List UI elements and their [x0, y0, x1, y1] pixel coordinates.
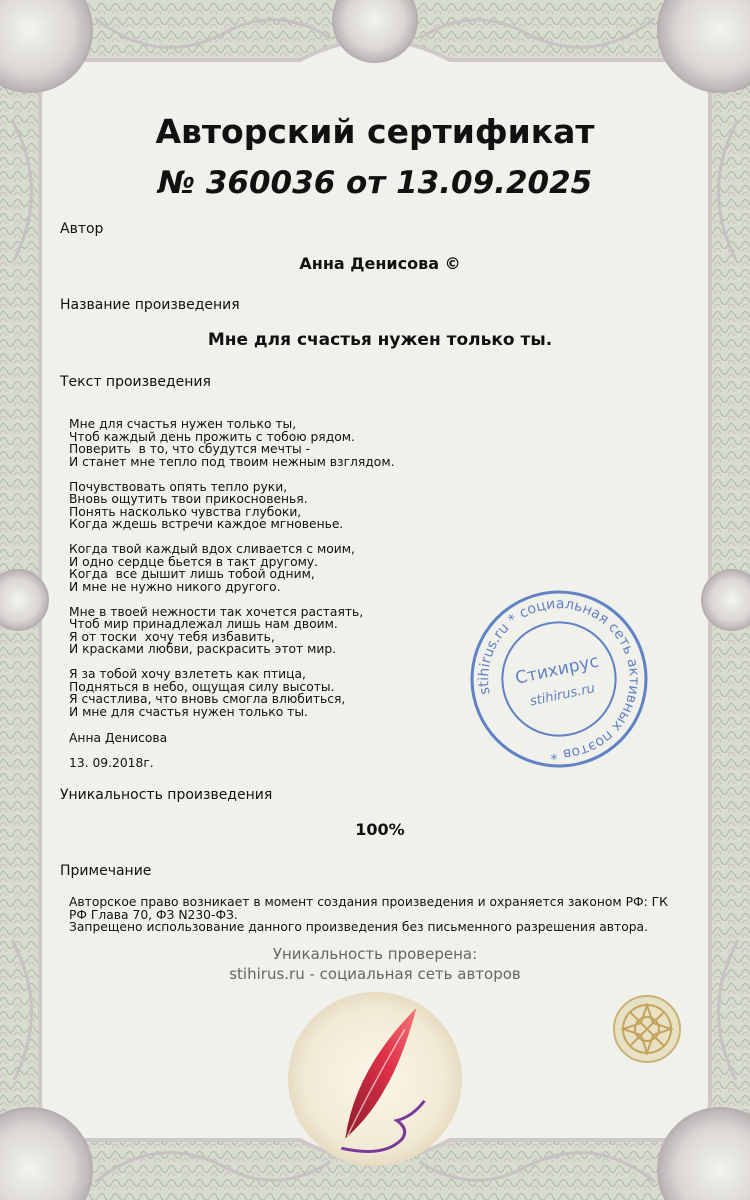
poem-line: Поверить в то, что сбудутся мечты -	[69, 442, 311, 456]
poem-line: Понять насколько чувства глубоки,	[69, 504, 302, 519]
poem-line: Я счастлива, что вновь смогла влюбиться,	[69, 692, 346, 706]
poem-stanza	[69, 606, 489, 656]
work-title-label: Название произведения	[60, 297, 240, 313]
work-title: Мне для счастья нужен только ты.	[207, 330, 553, 350]
note-line: Авторское право возникает в момент создания произведения и охраняется законом РФ: ГК РФ Глава 70, ФЗ N230-ФЗ.	[69, 895, 668, 922]
poem-line: Когда все дышит лишь тобой одним,	[69, 567, 315, 581]
stamp-site: stihirus.ru	[528, 681, 597, 710]
author-label: Автор	[60, 221, 104, 237]
gold-seal-icon	[612, 994, 682, 1064]
poem-line: Я от тоски хочу тебя избавить,	[69, 629, 275, 644]
quill-logo-icon	[286, 990, 464, 1168]
uniqueness-label: Уникальность произведения	[60, 787, 273, 803]
stamp-icon	[468, 588, 650, 770]
poem-line: И мне для счастья нужен только ты.	[69, 704, 308, 719]
stamp-name: Стихирус	[513, 651, 601, 689]
poem-line: И красками любви, раскрасить этот мир.	[69, 642, 337, 656]
poem-line: И станет мне тепло под твоим нежным взглядом.	[69, 454, 395, 469]
poem-stanza	[69, 668, 489, 718]
poem-stanza	[69, 418, 489, 468]
poem-line: И одно сердце бьется в такт другому.	[69, 554, 319, 569]
certificate-title: Авторский сертификат	[155, 112, 595, 151]
poem-line: Почувствовать опять тепло руки,	[69, 479, 288, 494]
certificate-number: № 360036 от 13.09.2025	[157, 165, 593, 201]
poem-line: Чтоб каждый день прожить с тобою рядом.	[69, 429, 355, 444]
poem-line: Подняться в небо, ощущая силу высоты.	[69, 679, 335, 694]
poem-line: Когда ждешь встречи каждое мгновенье.	[69, 517, 344, 531]
verification-line: Уникальность проверена:	[272, 945, 478, 963]
poem-line: Чтоб мир принадлежал лишь нам двоим.	[69, 617, 338, 631]
note-label: Примечание	[60, 863, 152, 879]
poem-line: Я за тобой хочу взлететь как птица,	[69, 667, 306, 681]
verification-text	[0, 944, 750, 984]
note-text	[69, 896, 689, 934]
work-text-label: Текст произведения	[60, 374, 211, 390]
poem-signature: Анна Денисова	[69, 731, 168, 745]
note-line: Запрещено использование данного произведения без письменного разрешения автора.	[69, 920, 648, 934]
poem-line: Мне в твоей нежности так хочется растаять,	[69, 604, 364, 619]
stamp-ring-text: stihirus.ru * социальная сеть активных поэтов *	[476, 596, 642, 762]
poem-line: И мне не нужно никого другого.	[69, 579, 281, 594]
poem-line: Когда твой каждый вдох сливается с моим,	[69, 542, 355, 556]
poem-stanza	[69, 481, 489, 531]
poem-date: 13. 09.2018г.	[69, 756, 154, 770]
uniqueness-value: 100%	[355, 820, 405, 839]
poem-line: Мне для счастья нужен только ты,	[69, 417, 297, 431]
poem-line: Вновь ощутить твои прикосновенья.	[69, 492, 308, 506]
poem-text	[69, 418, 489, 731]
verification-line: stihirus.ru - социальная сеть авторов	[229, 965, 521, 983]
poem-stanza	[69, 543, 489, 593]
author-name: Анна Денисова ©	[299, 254, 461, 273]
